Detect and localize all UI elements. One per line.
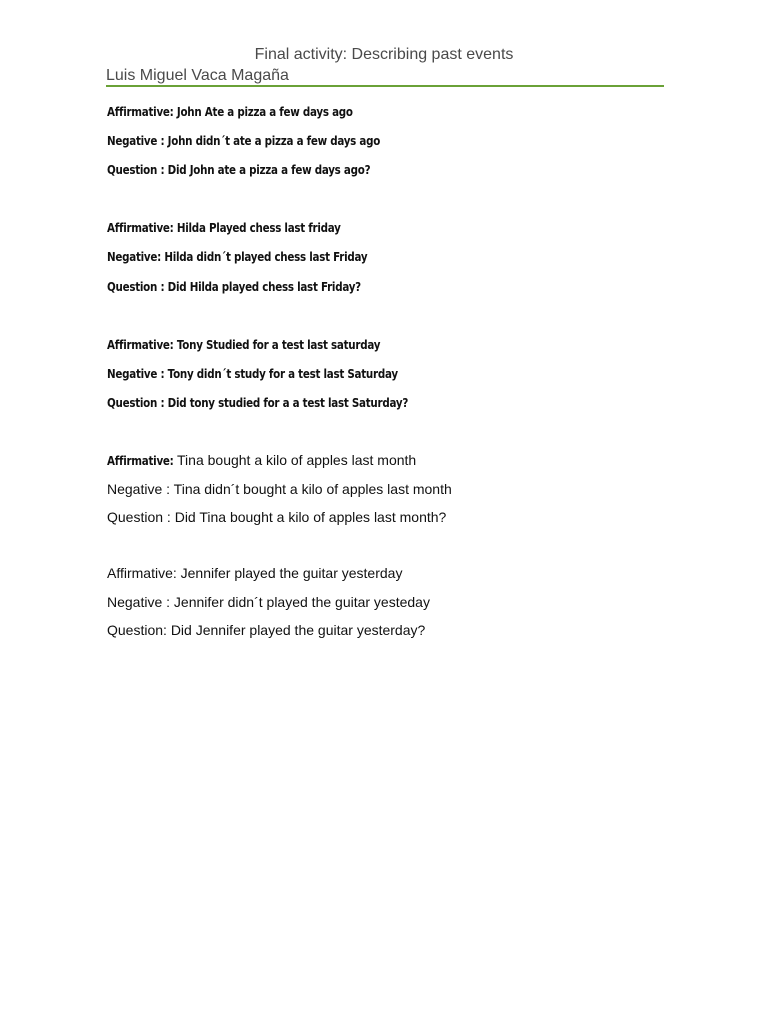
- author-name: Luis Miguel Vaca Magaña: [106, 67, 289, 84]
- sentence-affirmative: Affirmative: John Ate a pizza a few days ago: [107, 105, 353, 119]
- affirmative-text: Tina bought a kilo of apples last month: [173, 452, 417, 468]
- sentence-negative: Negative : Tony didn´t study for a test last Saturday: [107, 367, 398, 381]
- sentence-negative: Negative : Tina didn´t bought a kilo of apples last month: [107, 481, 452, 497]
- sentence-question: Question: Did Jennifer played the guitar yesterday?: [107, 622, 426, 638]
- sentence-affirmative: Affirmative: Hilda Played chess last friday: [107, 221, 341, 235]
- sentence-affirmative: Affirmative: Jennifer played the guitar yesterday: [107, 565, 403, 581]
- sentence-affirmative: [107, 451, 416, 470]
- sentence-question: Question : Did John ate a pizza a few days ago?: [107, 163, 371, 177]
- sentence-question: Question : Did Tina bought a kilo of apples last month?: [107, 509, 447, 525]
- affirmative-label: Affirmative:: [107, 454, 174, 468]
- sentence-negative: Negative : John didn´t ate a pizza a few days ago: [107, 134, 381, 148]
- sentence-negative: Negative: Hilda didn´t played chess last Friday: [107, 250, 368, 264]
- sentence-affirmative: Affirmative: Tony Studied for a test last saturday: [107, 338, 381, 352]
- header-divider: [106, 85, 664, 87]
- document-title: Final activity: Describing past events: [254, 46, 514, 63]
- sentence-question: Question : Did Hilda played chess last Friday?: [107, 280, 361, 294]
- sentence-negative: Negative : Jennifer didn´t played the guitar yesteday: [107, 594, 430, 610]
- sentence-question: Question : Did tony studied for a a test last Saturday?: [107, 396, 409, 410]
